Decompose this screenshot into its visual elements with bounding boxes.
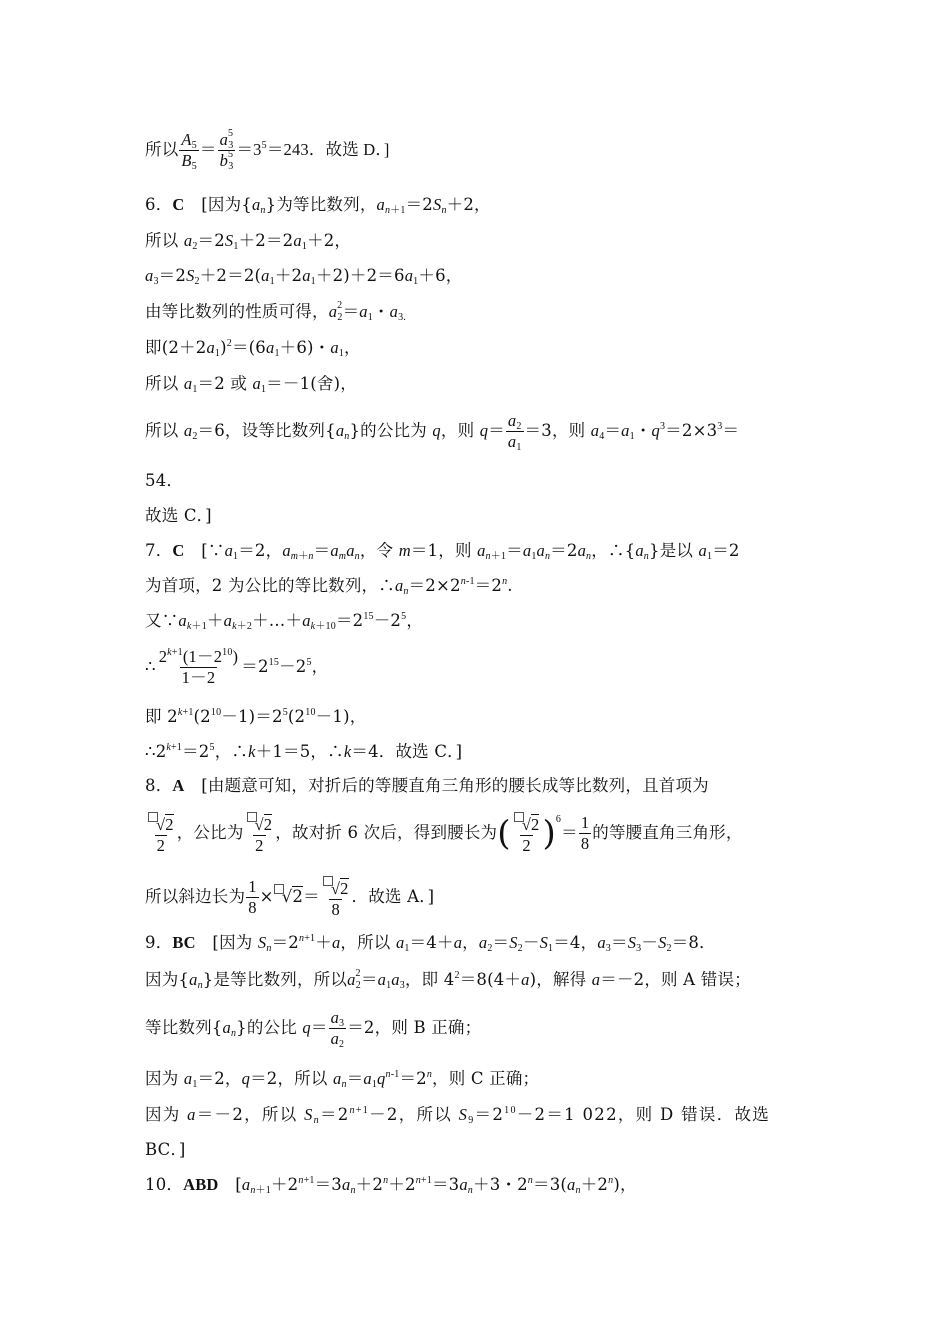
p7-line1: 7．C [$\because a_1=2$，$a_{m+n}=a_ma_n$，令 m＝1，则 $a_{n+1}=a_1a_n=2a_n$，$\therefore\{a_n\}$是以 $a_1=2$ xyxy=(145,541,740,562)
p9-answer-label: BC xyxy=(172,933,196,952)
p8-answer-label: A xyxy=(172,776,185,795)
p7-line4: ∴ $\frac{2^{k+1}(1-2^{10})}{1-2}$ $=2^{15}-2^5$， xyxy=(145,647,329,687)
p6-line1: 6．C [因为$\{a_n\}$为等比数列，$a_{n+1}=2S_n+2$， xyxy=(145,195,491,216)
p6-line8: 54． xyxy=(145,471,184,490)
p8-line3: 所以斜边长为 $\frac{1}{8}$ × √2＝ $\frac{√2}{8}$ ．故选 A．] xyxy=(145,877,435,919)
p10-line1: 10．ABD [$a_{n+1}+2^{n+1}=3a_n+2^n+2^{n+1}=3a_n+3$・$2^n=3(a_n+2^n)$， xyxy=(145,1175,637,1196)
fraction: $\frac{1}{8}$ xyxy=(248,877,257,917)
p10-number: 10． xyxy=(145,1175,184,1194)
fraction: $\frac{√2}{2}$ xyxy=(245,812,275,855)
p9-number: 9． xyxy=(145,933,173,952)
p5-line: 所以 $\frac{A_5}{B_5}$ ＝ $\frac{a^5_3}{b^5_3}$ $=3^5=243$．故选 D．] xyxy=(145,128,390,172)
fraction: $\frac{2^{k+1}(1-2^{10})}{1-2}$ xyxy=(158,647,239,687)
fraction: $\frac{√2}{2}$ xyxy=(512,812,542,855)
p7-number: 7． xyxy=(145,541,173,560)
p6-line9: 故选 C．] xyxy=(145,506,212,525)
p9-line1: 9．BC [因为 $S_n=2^{n+1}+a$，所以 $a_1=4+a$，$a_2=S_2-S_1=4$，$a_3=S_3-S_2=8$． xyxy=(145,933,716,954)
fraction: $\frac{a_3}{a_2}$ xyxy=(330,1008,345,1050)
fraction: $\frac{1}{8}$ xyxy=(580,813,590,853)
p6-number: 6． xyxy=(145,195,173,214)
p6-answer-label: C xyxy=(172,195,185,214)
p6-line4: 由等比数列的性质可得，$a^2_2=a_1$・$a_{3.}$ xyxy=(145,300,406,323)
p7-line6: $\therefore 2^{k+1}=2^5$，∴k＋1＝5，∴k＝4．故选 C．] xyxy=(145,742,463,761)
p7-answer-label: C xyxy=(172,541,185,560)
p7-line5: 即 $2^{k+1}(2^{10}-1)=2^5(2^{10}-1)$， xyxy=(145,707,367,726)
p6-line2: 所以 $a_2=2S_1+2=2a_1+2$， xyxy=(145,231,352,252)
p9-line3: 等比数列$\{a_n\}$的公比 q＝ $\frac{a_3}{a_2}$ ＝2，则 B 正确； xyxy=(145,1008,482,1050)
p7-line2: 为首项，2 为公比的等比数列，$\therefore a_n=2\times 2^{n-1}=2^n$. xyxy=(145,576,513,597)
p6-line3: $a_3=2S_2+2=2(a_1+2a_1+2)+2=6a_1+6$， xyxy=(145,266,463,287)
p9-line2: 因为$\{a_n\}$是等比数列，所以$a^2_2=a_1a_3$，即 $4^2=8(4+a)$，解得 a＝－2，则 A 错误； xyxy=(145,968,751,991)
fraction: $\frac{√2}{8}$ xyxy=(321,876,351,919)
p8-line1 xyxy=(145,775,709,797)
fraction: $\frac{√2}{2}$ xyxy=(146,812,176,855)
p9-line5: 因为 a＝－2，所以 $S_n=2^{n+1}-2$，所以 $S_9=2^{10}-2=1$ 022，则 D 错误．故选 xyxy=(145,1105,771,1126)
p6-line7: 所以 $a_2=6$，设等比数列$\{a_n\}$的公比为 q，则 q＝ $\frac{a_2}{a_1}$ ＝3，则 $a_4=a_1$・$q^3=2\times 3^3=$ xyxy=(145,411,740,453)
fraction: $\frac{A_5}{B_5}$ xyxy=(181,130,197,172)
p9-line6: BC．] xyxy=(145,1140,186,1159)
fraction: $\frac{a^5_3}{b^5_3}$ xyxy=(219,128,234,172)
p8-number: 8． xyxy=(145,776,173,795)
fraction: $\frac{a_2}{a_1}$ xyxy=(507,411,522,453)
p5-prefix: 所以 xyxy=(145,140,179,159)
p6-line5: 即$(2+2a_1)^2=(6a_1+6)$・$a_1$， xyxy=(145,338,361,359)
p9-line4: 因为 $a_1=2$，q＝2，所以 $a_n=a_1q^{n-1}=2^n$，则 C 正确； xyxy=(145,1069,540,1090)
p10-answer-label: ABD xyxy=(183,1175,219,1194)
p8-line2: $\frac{√2}{2}$ ，公比为 $\frac{√2}{2}$ ，故对折 6 次后，得到腰长为( $\frac{√2}{2}$ )$^6$＝ $\frac{1}{8}$ 的等腰直角三角形， xyxy=(145,808,743,858)
p7-line3: 又$\because a_{k+1}+a_{k+2}+\dots+a_{k+10}=2^{15}-2^5$， xyxy=(145,611,424,632)
p6-line6: 所以 $a_1=2$ 或 $a_1=-1$(舍)， xyxy=(145,374,357,395)
p8-text: [由题意可知，对折后的等腰直角三角形的腰长成等比数列，且首项为 xyxy=(201,776,709,795)
